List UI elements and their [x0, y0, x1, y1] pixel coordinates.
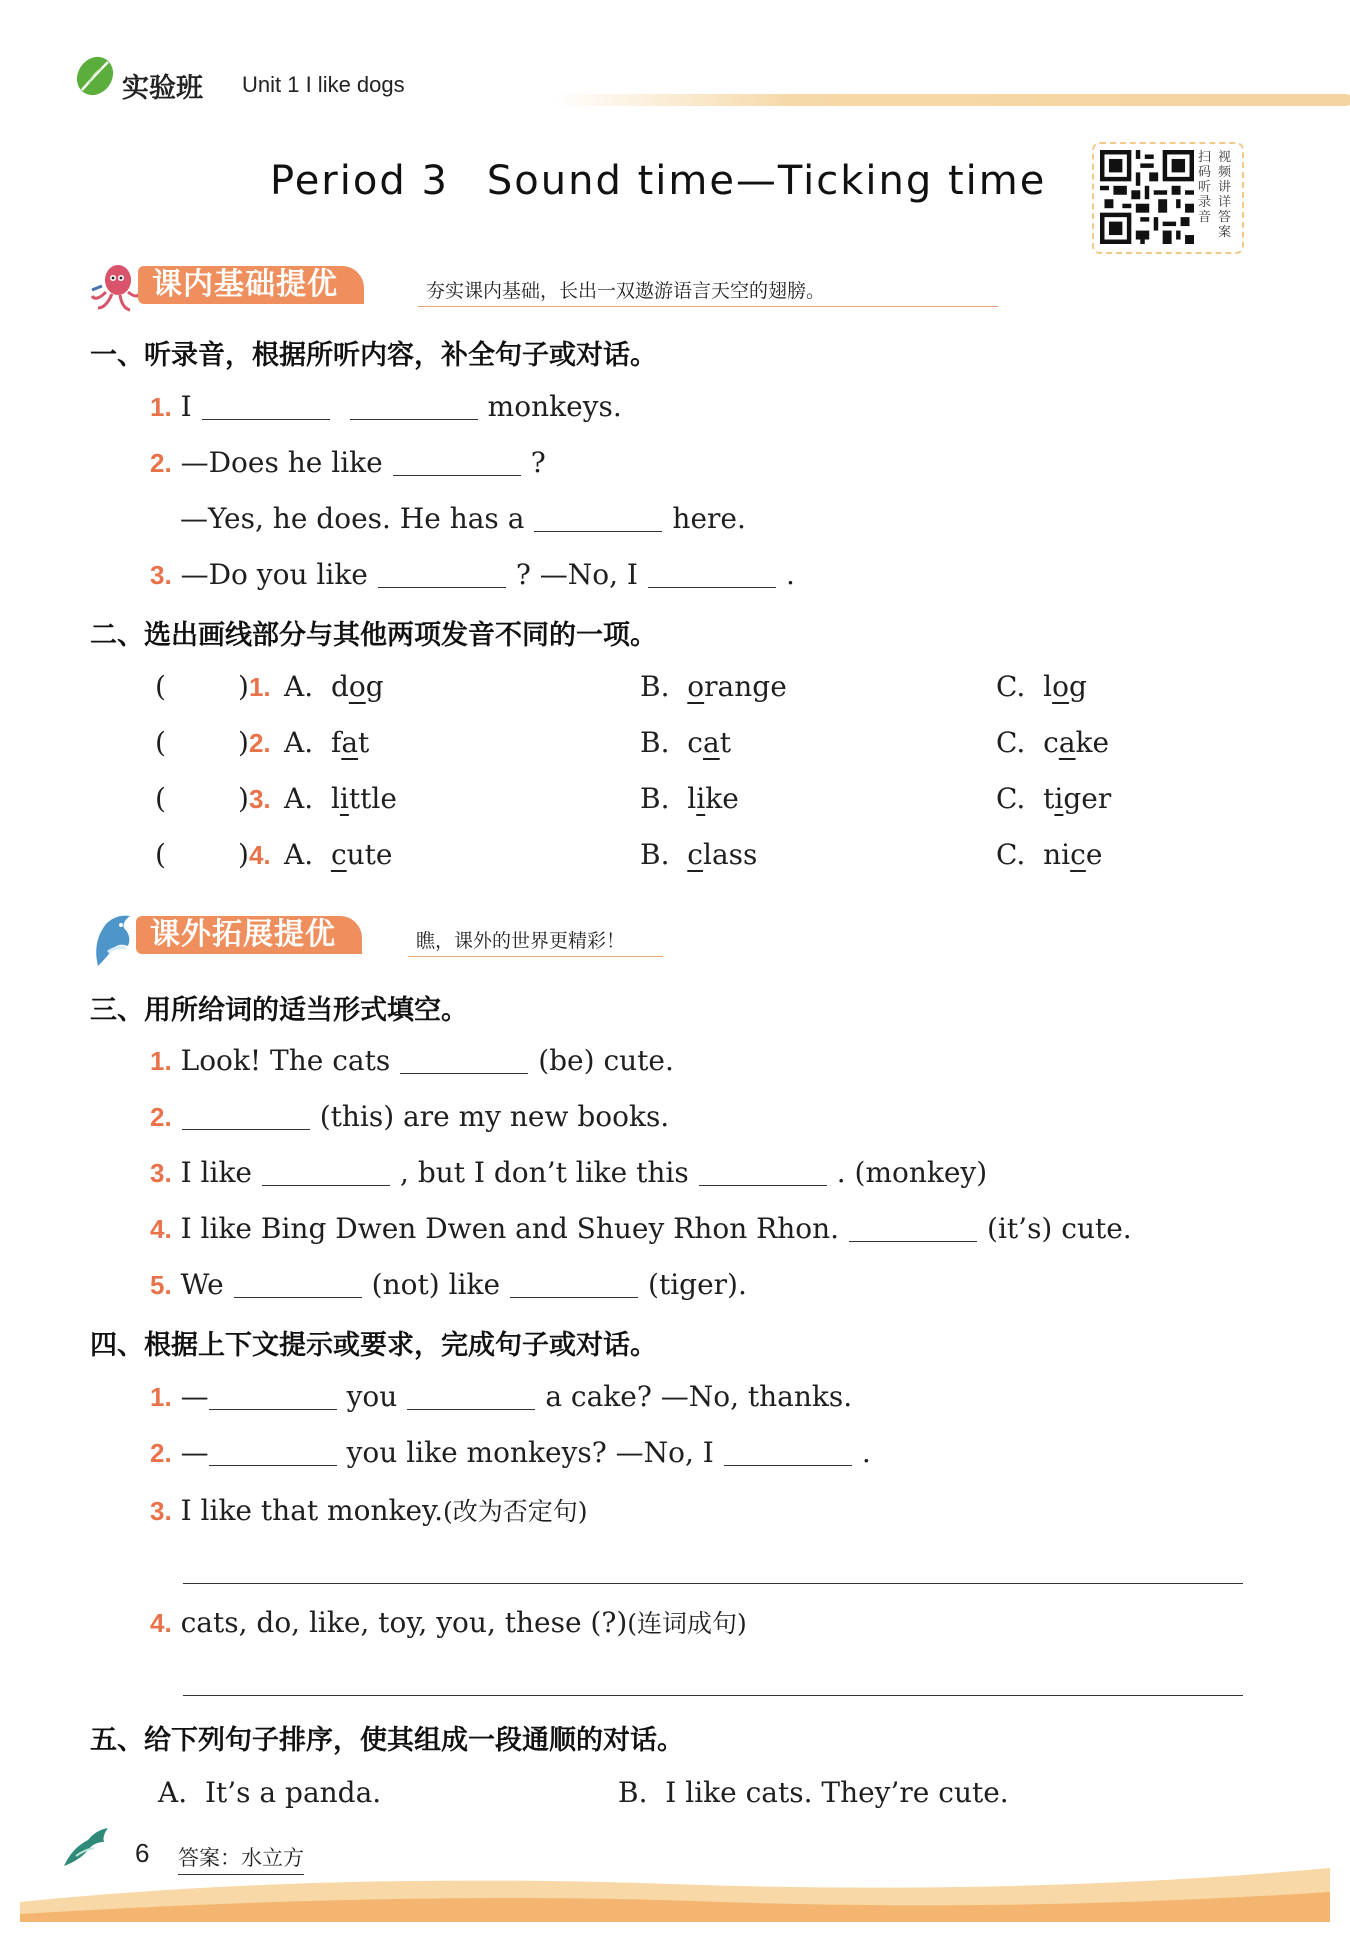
question-1-2: 2. —Does he like ? — [150, 446, 546, 479]
dialogue-option-b: B. I like cats. They’re cute. — [618, 1776, 1009, 1809]
answer-blank[interactable] — [202, 391, 330, 420]
header — [72, 52, 1292, 112]
answer-blank[interactable] — [393, 447, 521, 476]
answer-blank[interactable] — [510, 1269, 638, 1298]
page-title — [270, 158, 1046, 204]
dolphin-mascot-icon — [88, 912, 138, 968]
answer-line[interactable] — [183, 1583, 1243, 1584]
answer-blank[interactable] — [182, 1101, 310, 1130]
question-1-1: 1. I monkeys. — [150, 390, 622, 423]
answer-blank[interactable] — [699, 1157, 827, 1186]
answer-key-hint: 答案：水立方 — [178, 1842, 304, 1875]
header-decoration — [552, 94, 1350, 106]
squid-mascot-icon — [88, 262, 142, 316]
answer-blank[interactable] — [407, 1381, 535, 1410]
period-name: Sound time—Ticking time — [486, 158, 1047, 204]
question-4-2: 2. — you like monkeys? —No, I . — [150, 1436, 871, 1469]
answer-blank[interactable] — [262, 1157, 390, 1186]
banner-slogan: 夯实课内基础，长出一双遨游语言天空的翅膀。 — [426, 280, 826, 302]
section-heading-1: 一、听录音，根据所听内容，补全句子或对话。 — [90, 340, 657, 371]
question-4-3: 3. I like that monkey.(改为否定句) — [150, 1494, 588, 1527]
answer-paren[interactable]: )3. — [238, 782, 271, 815]
section-banner-extension — [88, 912, 668, 960]
question-3-3: 3. I like , but I don’t like this . (monkey) — [150, 1156, 988, 1189]
answer-paren[interactable]: )4. — [238, 838, 271, 871]
banner-tag: 课内基础提优 — [138, 266, 364, 304]
section-heading-4: 四、根据上下文提示或要求，完成句子或对话。 — [90, 1330, 657, 1361]
dolphin-footer-icon — [62, 1826, 110, 1870]
section-banner-in-class — [88, 262, 918, 310]
question-1-3: 3. —Do you like ? —No, I . — [150, 558, 795, 591]
unit-title: Unit 1 I like dogs — [242, 72, 405, 97]
question-4-1: 1. — you a cake? —No, thanks. — [150, 1380, 853, 1413]
question-4-4: 4. cats, do, like, toy, you, these (?)(连词成句) — [150, 1606, 747, 1639]
answer-blank[interactable] — [350, 391, 478, 420]
qr-caption: 扫 视 码 频 听 讲 录 详 音 答 案 — [1198, 150, 1232, 240]
section-heading-3: 三、用所给词的适当形式填空。 — [90, 995, 468, 1026]
answer-blank[interactable] — [724, 1437, 852, 1466]
banner-rule — [408, 956, 663, 957]
section-heading-2: 二、选出画线部分与其他两项发音不同的一项。 — [90, 620, 657, 651]
answer-blank[interactable] — [378, 559, 506, 588]
question-3-5: 5. We (not) like (tiger). — [150, 1268, 747, 1301]
question-3-4: 4. I like Bing Dwen Dwen and Shuey Rhon Rhon. (it’s) cute. — [150, 1212, 1132, 1245]
question-1-2-reply: —Yes, he does. He has a here. — [180, 502, 746, 535]
answer-blank[interactable] — [400, 1045, 528, 1074]
workbook-page: 实验班 Unit 1 I like dogs Period 3 Sound time—Ticking time 扫 视 码 频 听 讲 录 详 音 答 案 课内基础提优 夯实课内基础，长出一双遨游语言天空的翅膀。 一、听录音，根据所听内容，补全句子或对话。 1. I monkeys. 2. —Does he like ? —Yes, he does. He has a here. 3. —Do you like ? —No, I . 二、选出画线部分与其他两项发音不同的一项。 ( )1. A. dog B. orange C. log ( )2. A. fat B. cat C. cake ( )3. A. little B. like C. tiger ( )4. A. cute B. class C. nice 课外拓展提优 瞧，课外的世界更精彩！ 三、用所给词的适当形式填空。 1. Look! The cats (be) cute. 2. (this) are my new books. 3. I like , but I don’t like this . (monkey) 4. I like Bing Dwen Dwen and Shuey Rhon Rhon. (it’s) cute. 5. We (not) like (tiger). 四、根据上下文提示或要求，完成句子或对话。 1. — you a cake? —No, thanks. 2. — you like monkeys? —No, I . 3. I like that monkey.(改为否定句) 4. cats, do, like, toy, you, these (?)(连词成句) 五、给下列句子排序，使其组成一段通顺的对话。 A. It’s a panda. B. I like cats. They’re cute. 6 答案：水立方 — [0, 0, 1350, 1943]
answer-line[interactable] — [183, 1695, 1243, 1696]
answer-blank[interactable] — [234, 1269, 362, 1298]
answer-paren[interactable]: )1. — [238, 670, 271, 703]
banner-slogan: 瞧，课外的世界更精彩！ — [416, 930, 626, 952]
question-3-2: 2. (this) are my new books. — [150, 1100, 670, 1133]
leaf-logo-icon — [72, 52, 118, 98]
answer-blank[interactable] — [849, 1213, 977, 1242]
answer-blank[interactable] — [209, 1437, 337, 1466]
question-3-1: 1. Look! The cats (be) cute. — [150, 1044, 674, 1077]
brand-name: 实验班 — [122, 73, 203, 104]
dialogue-option-a: A. It’s a panda. — [158, 1776, 382, 1809]
answer-blank[interactable] — [209, 1381, 337, 1410]
answer-blank[interactable] — [648, 559, 776, 588]
page-number: 6 — [135, 1838, 150, 1868]
banner-tag: 课外拓展提优 — [136, 916, 362, 954]
answer-blank[interactable] — [534, 503, 662, 532]
qr-code-icon — [1100, 150, 1194, 244]
qr-code-box — [1092, 142, 1244, 254]
banner-rule — [418, 306, 998, 307]
section-heading-5: 五、给下列句子排序，使其组成一段通顺的对话。 — [90, 1725, 684, 1756]
answer-paren[interactable]: )2. — [238, 726, 271, 759]
period-label: Period 3 — [270, 158, 449, 204]
